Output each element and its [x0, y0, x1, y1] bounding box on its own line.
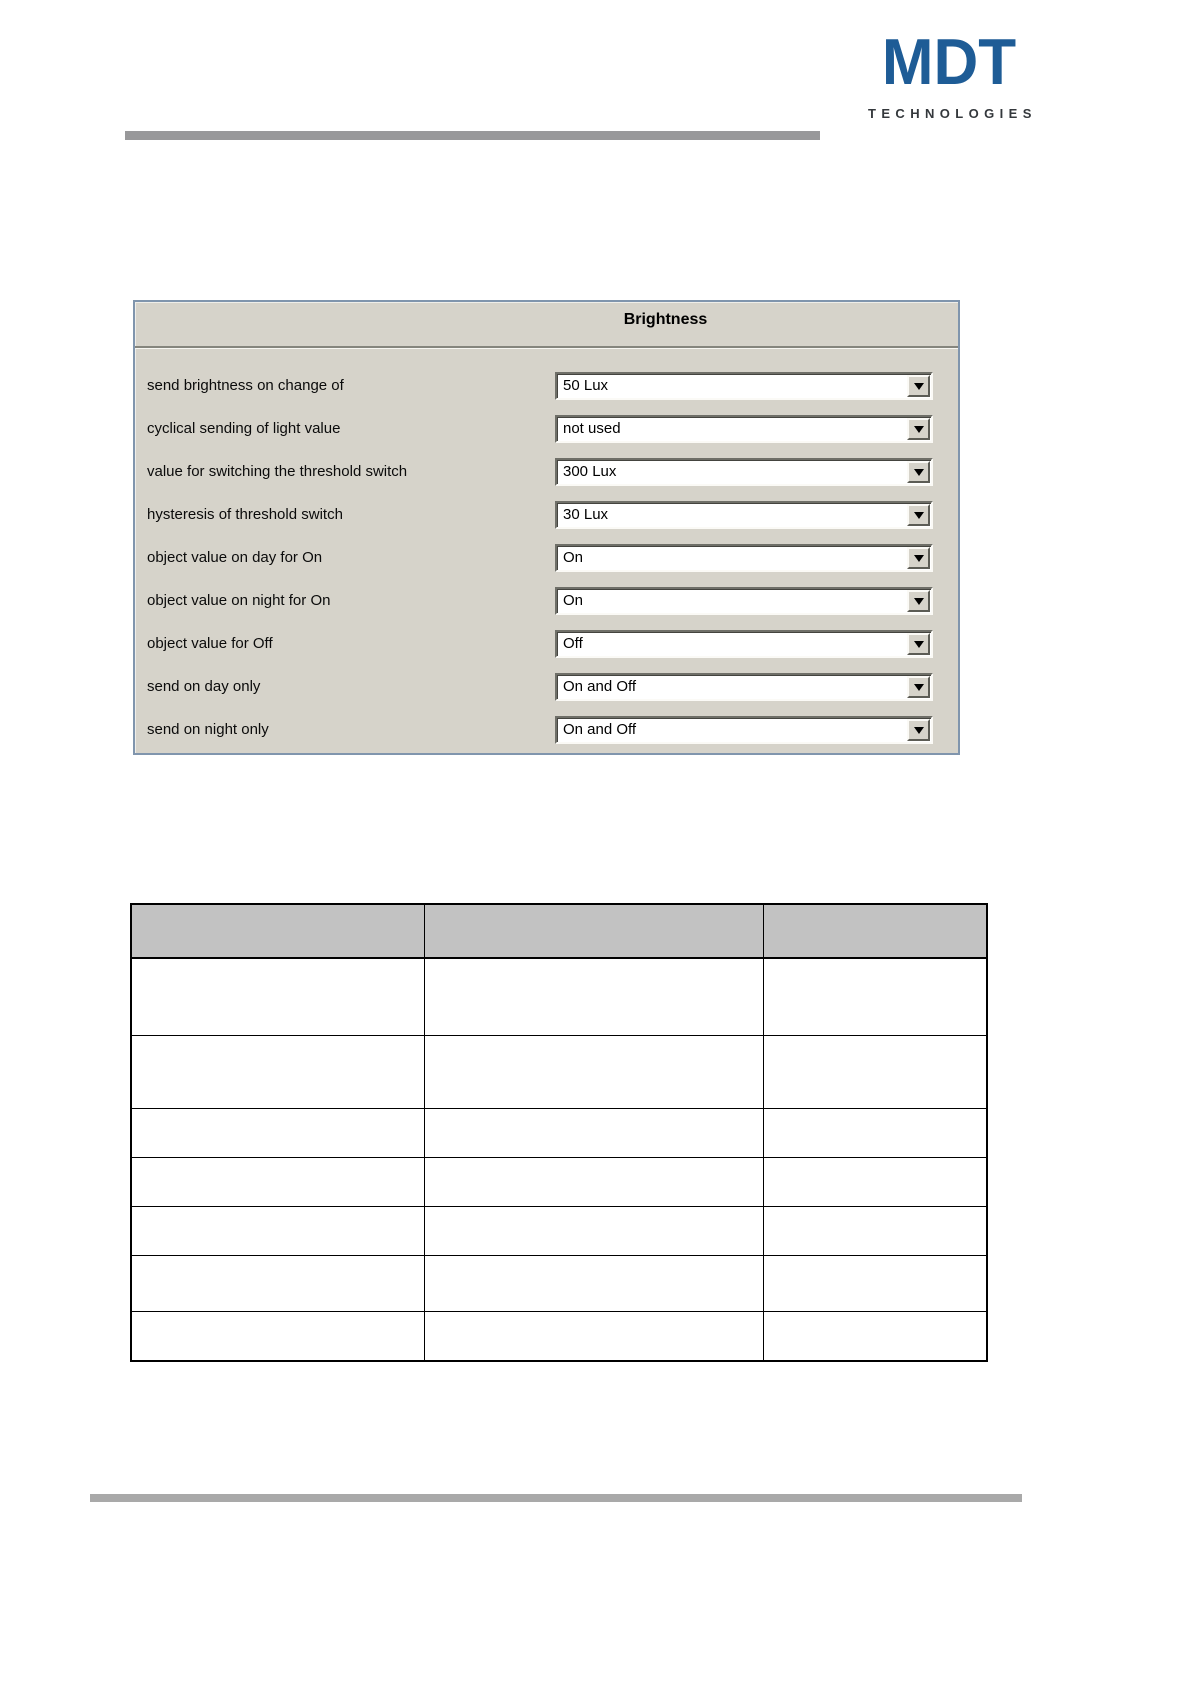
- table-cell: [424, 958, 763, 1036]
- table-row: [131, 958, 987, 1036]
- table-cell: [131, 958, 424, 1036]
- table-row: [131, 1158, 987, 1207]
- top-divider-bar: [125, 131, 820, 140]
- dropdown-selected-value: 50 Lux: [563, 377, 609, 394]
- parameter-label: object value for Off: [147, 635, 273, 652]
- parameter-label: send on night only: [147, 721, 269, 738]
- table-row: [131, 1109, 987, 1158]
- brightness-parameter-panel: [133, 300, 960, 755]
- table-row: [131, 1036, 987, 1109]
- table-cell: [763, 1036, 987, 1109]
- table-cell: [131, 1256, 424, 1312]
- table-cell: [763, 1207, 987, 1256]
- dropdown-select[interactable]: [555, 458, 933, 486]
- mdt-logo: MDT: [881, 26, 1017, 99]
- dropdown-selected-value: On and Off: [563, 721, 637, 738]
- table-cell: [763, 1109, 987, 1158]
- dropdown-select[interactable]: [555, 587, 933, 615]
- table-row: [131, 1312, 987, 1362]
- table-cell: [763, 1312, 987, 1362]
- table-cell: [763, 958, 987, 1036]
- table-cell: [763, 1158, 987, 1207]
- table-cell: [763, 1256, 987, 1312]
- dropdown-button[interactable]: [907, 375, 930, 397]
- dropdown-button[interactable]: [907, 676, 930, 698]
- dropdown-select[interactable]: [555, 716, 933, 744]
- chevron-down-icon: [914, 684, 924, 696]
- panel-title-separator: [135, 346, 958, 349]
- dropdown-select[interactable]: [555, 673, 933, 701]
- table-body-row-group: [131, 958, 987, 1361]
- chevron-down-icon: [914, 727, 924, 739]
- chevron-down-icon: [914, 383, 924, 395]
- chevron-down-icon: [914, 555, 924, 567]
- dropdown-selected-value: On: [563, 592, 584, 609]
- dropdown-select[interactable]: [555, 544, 933, 572]
- parameter-label: object value on day for On: [147, 549, 323, 566]
- table-cell: [424, 1158, 763, 1207]
- panel-title: Brightness: [623, 311, 708, 328]
- parameter-row: [135, 458, 958, 486]
- dropdown-button[interactable]: [907, 547, 930, 569]
- dropdown-select[interactable]: [555, 630, 933, 658]
- parameter-row: [135, 501, 958, 529]
- dropdown-button[interactable]: [907, 633, 930, 655]
- table-cell: [131, 1109, 424, 1158]
- dropdown-select[interactable]: [555, 501, 933, 529]
- parameter-row: [135, 673, 958, 701]
- parameter-row: [135, 716, 958, 744]
- dropdown-button[interactable]: [907, 590, 930, 612]
- mdt-logo-tagline: TECHNOLOGIES: [868, 106, 1037, 121]
- chevron-down-icon: [914, 426, 924, 438]
- table-cell: [424, 1109, 763, 1158]
- table-header-row-group: [131, 904, 987, 958]
- parameter-row: [135, 630, 958, 658]
- parameter-label: value for switching the threshold switch: [147, 463, 408, 480]
- dropdown-button[interactable]: [907, 461, 930, 483]
- chevron-down-icon: [914, 469, 924, 481]
- parameter-label: send brightness on change of: [147, 377, 344, 394]
- table-header-cell: [763, 904, 987, 958]
- table-cell: [424, 1207, 763, 1256]
- dropdown-selected-value: 30 Lux: [563, 506, 609, 523]
- parameter-label: send on day only: [147, 678, 261, 695]
- dropdown-button[interactable]: [907, 418, 930, 440]
- dropdown-selected-value: On and Off: [563, 678, 637, 695]
- parameter-row: [135, 415, 958, 443]
- bottom-divider-bar: [90, 1494, 1022, 1502]
- parameter-label: cyclical sending of light value: [147, 420, 341, 437]
- table-header-cell: [131, 904, 424, 958]
- parameter-row: [135, 587, 958, 615]
- dropdown-selected-value: not used: [563, 420, 621, 437]
- dropdown-select[interactable]: [555, 372, 933, 400]
- chevron-down-icon: [914, 641, 924, 653]
- dropdown-button[interactable]: [907, 504, 930, 526]
- dropdown-selected-value: On: [563, 549, 584, 566]
- table-cell: [131, 1036, 424, 1109]
- parameter-row: [135, 372, 958, 400]
- dropdown-selected-value: 300 Lux: [563, 463, 617, 480]
- parameter-label: hysteresis of threshold switch: [147, 506, 343, 523]
- chevron-down-icon: [914, 512, 924, 524]
- parameter-row: [135, 544, 958, 572]
- chevron-down-icon: [914, 598, 924, 610]
- table-cell: [424, 1312, 763, 1362]
- parameter-label: object value on night for On: [147, 592, 331, 609]
- empty-description-table: [130, 903, 988, 1362]
- table-header-cell: [424, 904, 763, 958]
- table-row: [131, 1207, 987, 1256]
- table-cell: [131, 1312, 424, 1362]
- table-cell: [424, 1036, 763, 1109]
- table-row: [131, 1256, 987, 1312]
- table-header-row: [131, 904, 987, 958]
- dropdown-select[interactable]: [555, 415, 933, 443]
- table-cell: [131, 1158, 424, 1207]
- dropdown-selected-value: Off: [563, 635, 583, 652]
- dropdown-button[interactable]: [907, 719, 930, 741]
- table-cell: [131, 1207, 424, 1256]
- table-cell: [424, 1256, 763, 1312]
